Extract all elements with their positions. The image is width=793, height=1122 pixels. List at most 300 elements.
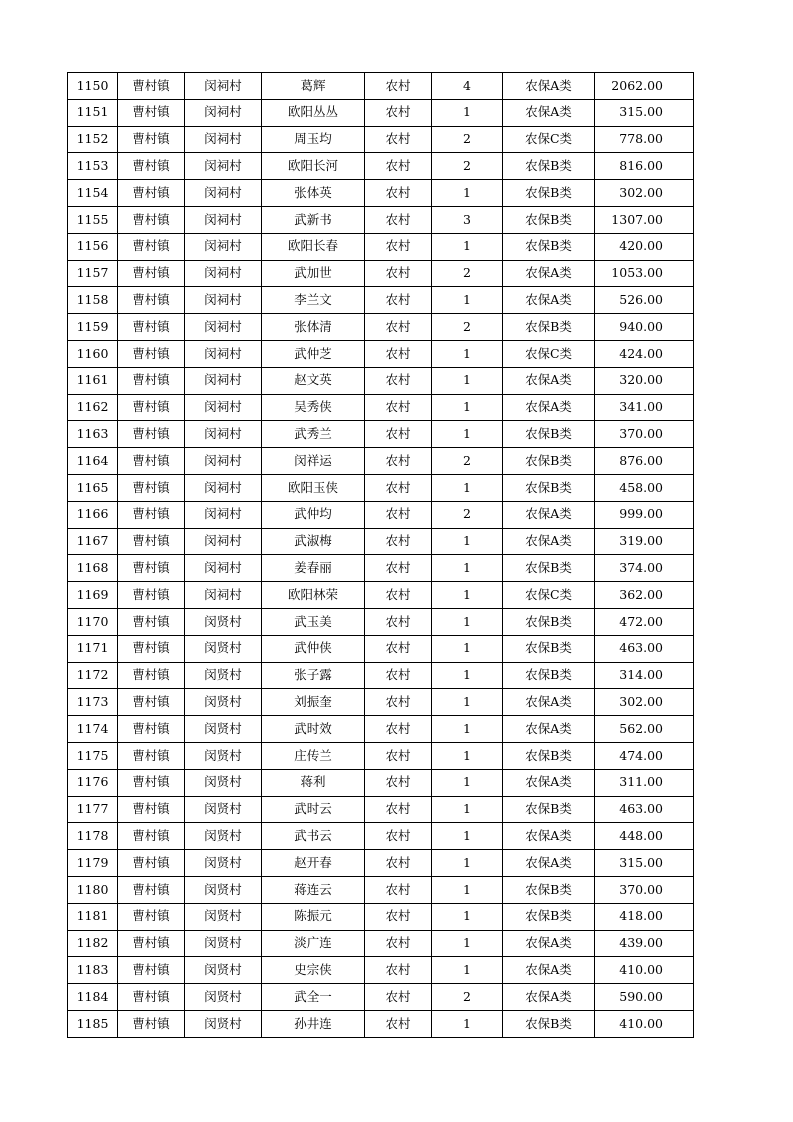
household-size-cell: 1 bbox=[432, 742, 503, 769]
household-size-cell: 1 bbox=[432, 582, 503, 609]
amount-cell: 463.00 bbox=[595, 635, 694, 662]
name-cell: 武仲均 bbox=[262, 501, 365, 528]
town-cell: 曹村镇 bbox=[118, 582, 185, 609]
table-row bbox=[68, 555, 694, 582]
village-cell: 闵祠村 bbox=[185, 501, 262, 528]
name-cell: 武淑梅 bbox=[262, 528, 365, 555]
insurance-category-cell: 农保C类 bbox=[503, 582, 595, 609]
household-size-cell: 1 bbox=[432, 635, 503, 662]
name-cell: 张体英 bbox=[262, 180, 365, 207]
residence-type-cell: 农村 bbox=[365, 903, 432, 930]
village-cell: 闵祠村 bbox=[185, 287, 262, 314]
amount-cell: 420.00 bbox=[595, 233, 694, 260]
table-body bbox=[68, 73, 694, 1038]
name-cell: 欧阳长春 bbox=[262, 233, 365, 260]
insurance-category-cell: 农保A类 bbox=[503, 260, 595, 287]
amount-cell: 940.00 bbox=[595, 314, 694, 341]
amount-cell: 311.00 bbox=[595, 769, 694, 796]
row-number-cell: 1168 bbox=[68, 555, 118, 582]
row-number-cell: 1178 bbox=[68, 823, 118, 850]
town-cell: 曹村镇 bbox=[118, 501, 185, 528]
village-cell: 闵贤村 bbox=[185, 850, 262, 877]
row-number-cell: 1156 bbox=[68, 233, 118, 260]
residence-type-cell: 农村 bbox=[365, 233, 432, 260]
household-size-cell: 2 bbox=[432, 153, 503, 180]
residence-type-cell: 农村 bbox=[365, 796, 432, 823]
village-cell: 闵贤村 bbox=[185, 608, 262, 635]
table-row bbox=[68, 662, 694, 689]
table-row bbox=[68, 930, 694, 957]
village-cell: 闵贤村 bbox=[185, 662, 262, 689]
insurance-category-cell: 农保A类 bbox=[503, 769, 595, 796]
table-row bbox=[68, 73, 694, 100]
insurance-category-cell: 农保B类 bbox=[503, 608, 595, 635]
table-row bbox=[68, 608, 694, 635]
village-cell: 闵贤村 bbox=[185, 716, 262, 743]
residence-type-cell: 农村 bbox=[365, 635, 432, 662]
row-number-cell: 1164 bbox=[68, 448, 118, 475]
town-cell: 曹村镇 bbox=[118, 716, 185, 743]
name-cell: 闵祥运 bbox=[262, 448, 365, 475]
household-size-cell: 1 bbox=[432, 528, 503, 555]
insurance-category-cell: 农保C类 bbox=[503, 126, 595, 153]
residence-type-cell: 农村 bbox=[365, 126, 432, 153]
household-size-cell: 1 bbox=[432, 233, 503, 260]
residence-type-cell: 农村 bbox=[365, 957, 432, 984]
table-row bbox=[68, 501, 694, 528]
household-size-cell: 1 bbox=[432, 180, 503, 207]
row-number-cell: 1183 bbox=[68, 957, 118, 984]
row-number-cell: 1152 bbox=[68, 126, 118, 153]
residence-type-cell: 农村 bbox=[365, 99, 432, 126]
insurance-category-cell: 农保B类 bbox=[503, 662, 595, 689]
table-row bbox=[68, 1010, 694, 1037]
residence-type-cell: 农村 bbox=[365, 474, 432, 501]
amount-cell: 1307.00 bbox=[595, 206, 694, 233]
name-cell: 赵开春 bbox=[262, 850, 365, 877]
household-size-cell: 1 bbox=[432, 421, 503, 448]
name-cell: 蒋利 bbox=[262, 769, 365, 796]
town-cell: 曹村镇 bbox=[118, 448, 185, 475]
table-row bbox=[68, 635, 694, 662]
household-size-cell: 1 bbox=[432, 367, 503, 394]
residence-type-cell: 农村 bbox=[365, 153, 432, 180]
table-row bbox=[68, 421, 694, 448]
residence-type-cell: 农村 bbox=[365, 608, 432, 635]
amount-cell: 424.00 bbox=[595, 340, 694, 367]
amount-cell: 463.00 bbox=[595, 796, 694, 823]
table-row bbox=[68, 742, 694, 769]
residence-type-cell: 农村 bbox=[365, 314, 432, 341]
row-number-cell: 1176 bbox=[68, 769, 118, 796]
household-size-cell: 2 bbox=[432, 448, 503, 475]
village-cell: 闵祠村 bbox=[185, 206, 262, 233]
town-cell: 曹村镇 bbox=[118, 876, 185, 903]
row-number-cell: 1155 bbox=[68, 206, 118, 233]
amount-cell: 341.00 bbox=[595, 394, 694, 421]
insurance-category-cell: 农保B类 bbox=[503, 1010, 595, 1037]
row-number-cell: 1170 bbox=[68, 608, 118, 635]
town-cell: 曹村镇 bbox=[118, 823, 185, 850]
village-cell: 闵贤村 bbox=[185, 769, 262, 796]
table-row bbox=[68, 287, 694, 314]
name-cell: 李兰文 bbox=[262, 287, 365, 314]
amount-cell: 370.00 bbox=[595, 876, 694, 903]
household-size-cell: 1 bbox=[432, 769, 503, 796]
name-cell: 蒋连云 bbox=[262, 876, 365, 903]
name-cell: 欧阳林荣 bbox=[262, 582, 365, 609]
name-cell: 葛辉 bbox=[262, 73, 365, 100]
table-row bbox=[68, 233, 694, 260]
row-number-cell: 1162 bbox=[68, 394, 118, 421]
residence-type-cell: 农村 bbox=[365, 850, 432, 877]
amount-cell: 418.00 bbox=[595, 903, 694, 930]
name-cell: 武书云 bbox=[262, 823, 365, 850]
insurance-category-cell: 农保B类 bbox=[503, 421, 595, 448]
row-number-cell: 1171 bbox=[68, 635, 118, 662]
table-row bbox=[68, 957, 694, 984]
residence-type-cell: 农村 bbox=[365, 689, 432, 716]
amount-cell: 448.00 bbox=[595, 823, 694, 850]
town-cell: 曹村镇 bbox=[118, 930, 185, 957]
residence-type-cell: 农村 bbox=[365, 876, 432, 903]
town-cell: 曹村镇 bbox=[118, 367, 185, 394]
table-row bbox=[68, 984, 694, 1011]
amount-cell: 314.00 bbox=[595, 662, 694, 689]
name-cell: 吴秀侠 bbox=[262, 394, 365, 421]
table-row bbox=[68, 367, 694, 394]
table-row bbox=[68, 340, 694, 367]
insurance-category-cell: 农保B类 bbox=[503, 206, 595, 233]
amount-cell: 315.00 bbox=[595, 850, 694, 877]
household-size-cell: 1 bbox=[432, 394, 503, 421]
insurance-category-cell: 农保B类 bbox=[503, 796, 595, 823]
insurance-category-cell: 农保A类 bbox=[503, 689, 595, 716]
row-number-cell: 1163 bbox=[68, 421, 118, 448]
row-number-cell: 1180 bbox=[68, 876, 118, 903]
village-cell: 闵祠村 bbox=[185, 180, 262, 207]
name-cell: 武时效 bbox=[262, 716, 365, 743]
row-number-cell: 1179 bbox=[68, 850, 118, 877]
household-size-cell: 1 bbox=[432, 850, 503, 877]
town-cell: 曹村镇 bbox=[118, 314, 185, 341]
household-size-cell: 2 bbox=[432, 984, 503, 1011]
name-cell: 欧阳长河 bbox=[262, 153, 365, 180]
village-cell: 闵贤村 bbox=[185, 823, 262, 850]
village-cell: 闵贤村 bbox=[185, 689, 262, 716]
table-row bbox=[68, 850, 694, 877]
amount-cell: 315.00 bbox=[595, 99, 694, 126]
row-number-cell: 1185 bbox=[68, 1010, 118, 1037]
table-row bbox=[68, 528, 694, 555]
household-size-cell: 1 bbox=[432, 474, 503, 501]
town-cell: 曹村镇 bbox=[118, 99, 185, 126]
household-size-cell: 1 bbox=[432, 287, 503, 314]
town-cell: 曹村镇 bbox=[118, 689, 185, 716]
town-cell: 曹村镇 bbox=[118, 206, 185, 233]
residence-type-cell: 农村 bbox=[365, 501, 432, 528]
town-cell: 曹村镇 bbox=[118, 769, 185, 796]
residence-type-cell: 农村 bbox=[365, 394, 432, 421]
town-cell: 曹村镇 bbox=[118, 796, 185, 823]
amount-cell: 562.00 bbox=[595, 716, 694, 743]
table-row bbox=[68, 796, 694, 823]
amount-cell: 302.00 bbox=[595, 689, 694, 716]
village-cell: 闵祠村 bbox=[185, 582, 262, 609]
insurance-category-cell: 农保C类 bbox=[503, 340, 595, 367]
amount-cell: 2062.00 bbox=[595, 73, 694, 100]
village-cell: 闵贤村 bbox=[185, 876, 262, 903]
row-number-cell: 1153 bbox=[68, 153, 118, 180]
amount-cell: 302.00 bbox=[595, 180, 694, 207]
town-cell: 曹村镇 bbox=[118, 957, 185, 984]
household-size-cell: 1 bbox=[432, 796, 503, 823]
insurance-category-cell: 农保B类 bbox=[503, 233, 595, 260]
table-row bbox=[68, 206, 694, 233]
insurance-category-cell: 农保A类 bbox=[503, 716, 595, 743]
residence-type-cell: 农村 bbox=[365, 260, 432, 287]
town-cell: 曹村镇 bbox=[118, 528, 185, 555]
household-size-cell: 2 bbox=[432, 314, 503, 341]
household-size-cell: 2 bbox=[432, 126, 503, 153]
village-cell: 闵祠村 bbox=[185, 126, 262, 153]
insurance-category-cell: 农保B类 bbox=[503, 555, 595, 582]
insurance-category-cell: 农保A类 bbox=[503, 823, 595, 850]
table-row bbox=[68, 689, 694, 716]
name-cell: 武秀兰 bbox=[262, 421, 365, 448]
insurance-category-cell: 农保B类 bbox=[503, 314, 595, 341]
household-size-cell: 1 bbox=[432, 823, 503, 850]
name-cell: 赵文英 bbox=[262, 367, 365, 394]
row-number-cell: 1175 bbox=[68, 742, 118, 769]
town-cell: 曹村镇 bbox=[118, 153, 185, 180]
amount-cell: 778.00 bbox=[595, 126, 694, 153]
row-number-cell: 1150 bbox=[68, 73, 118, 100]
town-cell: 曹村镇 bbox=[118, 233, 185, 260]
row-number-cell: 1154 bbox=[68, 180, 118, 207]
household-size-cell: 4 bbox=[432, 73, 503, 100]
insurance-category-cell: 农保A类 bbox=[503, 957, 595, 984]
household-size-cell: 1 bbox=[432, 608, 503, 635]
name-cell: 刘振奎 bbox=[262, 689, 365, 716]
village-cell: 闵贤村 bbox=[185, 635, 262, 662]
town-cell: 曹村镇 bbox=[118, 180, 185, 207]
household-size-cell: 1 bbox=[432, 340, 503, 367]
village-cell: 闵贤村 bbox=[185, 957, 262, 984]
town-cell: 曹村镇 bbox=[118, 421, 185, 448]
household-size-cell: 1 bbox=[432, 930, 503, 957]
household-size-cell: 1 bbox=[432, 662, 503, 689]
residence-type-cell: 农村 bbox=[365, 528, 432, 555]
row-number-cell: 1173 bbox=[68, 689, 118, 716]
town-cell: 曹村镇 bbox=[118, 340, 185, 367]
row-number-cell: 1181 bbox=[68, 903, 118, 930]
name-cell: 武仲侠 bbox=[262, 635, 365, 662]
name-cell: 周玉均 bbox=[262, 126, 365, 153]
residence-type-cell: 农村 bbox=[365, 448, 432, 475]
row-number-cell: 1167 bbox=[68, 528, 118, 555]
town-cell: 曹村镇 bbox=[118, 662, 185, 689]
household-size-cell: 2 bbox=[432, 501, 503, 528]
village-cell: 闵贤村 bbox=[185, 742, 262, 769]
name-cell: 武仲芝 bbox=[262, 340, 365, 367]
town-cell: 曹村镇 bbox=[118, 474, 185, 501]
row-number-cell: 1172 bbox=[68, 662, 118, 689]
name-cell: 欧阳玉侠 bbox=[262, 474, 365, 501]
table-row bbox=[68, 716, 694, 743]
residence-type-cell: 农村 bbox=[365, 823, 432, 850]
amount-cell: 410.00 bbox=[595, 957, 694, 984]
village-cell: 闵祠村 bbox=[185, 555, 262, 582]
residence-type-cell: 农村 bbox=[365, 206, 432, 233]
name-cell: 欧阳丛丛 bbox=[262, 99, 365, 126]
name-cell: 张子露 bbox=[262, 662, 365, 689]
village-cell: 闵祠村 bbox=[185, 260, 262, 287]
table-row bbox=[68, 394, 694, 421]
amount-cell: 474.00 bbox=[595, 742, 694, 769]
village-cell: 闵贤村 bbox=[185, 930, 262, 957]
residence-type-cell: 农村 bbox=[365, 742, 432, 769]
amount-cell: 876.00 bbox=[595, 448, 694, 475]
insurance-category-cell: 农保B类 bbox=[503, 742, 595, 769]
row-number-cell: 1166 bbox=[68, 501, 118, 528]
town-cell: 曹村镇 bbox=[118, 287, 185, 314]
name-cell: 陈振元 bbox=[262, 903, 365, 930]
name-cell: 武玉美 bbox=[262, 608, 365, 635]
insurance-category-cell: 农保A类 bbox=[503, 287, 595, 314]
amount-cell: 374.00 bbox=[595, 555, 694, 582]
beneficiary-table bbox=[67, 72, 694, 1038]
table-row bbox=[68, 260, 694, 287]
amount-cell: 458.00 bbox=[595, 474, 694, 501]
village-cell: 闵祠村 bbox=[185, 394, 262, 421]
name-cell: 史宗侠 bbox=[262, 957, 365, 984]
household-size-cell: 1 bbox=[432, 716, 503, 743]
household-size-cell: 3 bbox=[432, 206, 503, 233]
insurance-category-cell: 农保B类 bbox=[503, 876, 595, 903]
household-size-cell: 1 bbox=[432, 555, 503, 582]
village-cell: 闵祠村 bbox=[185, 153, 262, 180]
table-row bbox=[68, 823, 694, 850]
village-cell: 闵祠村 bbox=[185, 73, 262, 100]
insurance-category-cell: 农保A类 bbox=[503, 930, 595, 957]
residence-type-cell: 农村 bbox=[365, 340, 432, 367]
village-cell: 闵祠村 bbox=[185, 99, 262, 126]
village-cell: 闵祠村 bbox=[185, 233, 262, 260]
village-cell: 闵祠村 bbox=[185, 314, 262, 341]
village-cell: 闵祠村 bbox=[185, 528, 262, 555]
table-row bbox=[68, 582, 694, 609]
insurance-category-cell: 农保A类 bbox=[503, 73, 595, 100]
name-cell: 张体清 bbox=[262, 314, 365, 341]
town-cell: 曹村镇 bbox=[118, 608, 185, 635]
household-size-cell: 1 bbox=[432, 876, 503, 903]
insurance-category-cell: 农保A类 bbox=[503, 984, 595, 1011]
insurance-category-cell: 农保A类 bbox=[503, 501, 595, 528]
village-cell: 闵祠村 bbox=[185, 367, 262, 394]
amount-cell: 439.00 bbox=[595, 930, 694, 957]
row-number-cell: 1161 bbox=[68, 367, 118, 394]
insurance-category-cell: 农保B类 bbox=[503, 635, 595, 662]
residence-type-cell: 农村 bbox=[365, 555, 432, 582]
residence-type-cell: 农村 bbox=[365, 1010, 432, 1037]
village-cell: 闵祠村 bbox=[185, 448, 262, 475]
name-cell: 姜春丽 bbox=[262, 555, 365, 582]
name-cell: 孙井连 bbox=[262, 1010, 365, 1037]
name-cell: 武新书 bbox=[262, 206, 365, 233]
household-size-cell: 2 bbox=[432, 260, 503, 287]
residence-type-cell: 农村 bbox=[365, 662, 432, 689]
insurance-category-cell: 农保B类 bbox=[503, 180, 595, 207]
amount-cell: 526.00 bbox=[595, 287, 694, 314]
village-cell: 闵祠村 bbox=[185, 474, 262, 501]
town-cell: 曹村镇 bbox=[118, 555, 185, 582]
town-cell: 曹村镇 bbox=[118, 903, 185, 930]
village-cell: 闵祠村 bbox=[185, 421, 262, 448]
residence-type-cell: 农村 bbox=[365, 73, 432, 100]
household-size-cell: 1 bbox=[432, 957, 503, 984]
row-number-cell: 1184 bbox=[68, 984, 118, 1011]
town-cell: 曹村镇 bbox=[118, 394, 185, 421]
row-number-cell: 1177 bbox=[68, 796, 118, 823]
table-row bbox=[68, 769, 694, 796]
table-row bbox=[68, 448, 694, 475]
amount-cell: 370.00 bbox=[595, 421, 694, 448]
insurance-category-cell: 农保B类 bbox=[503, 153, 595, 180]
row-number-cell: 1159 bbox=[68, 314, 118, 341]
name-cell: 武时云 bbox=[262, 796, 365, 823]
row-number-cell: 1165 bbox=[68, 474, 118, 501]
insurance-category-cell: 农保A类 bbox=[503, 850, 595, 877]
insurance-category-cell: 农保A类 bbox=[503, 99, 595, 126]
amount-cell: 999.00 bbox=[595, 501, 694, 528]
amount-cell: 320.00 bbox=[595, 367, 694, 394]
town-cell: 曹村镇 bbox=[118, 742, 185, 769]
table-row bbox=[68, 474, 694, 501]
insurance-category-cell: 农保B类 bbox=[503, 474, 595, 501]
residence-type-cell: 农村 bbox=[365, 180, 432, 207]
residence-type-cell: 农村 bbox=[365, 582, 432, 609]
table-row bbox=[68, 876, 694, 903]
insurance-category-cell: 农保B类 bbox=[503, 903, 595, 930]
village-cell: 闵贤村 bbox=[185, 796, 262, 823]
amount-cell: 816.00 bbox=[595, 153, 694, 180]
village-cell: 闵祠村 bbox=[185, 340, 262, 367]
residence-type-cell: 农村 bbox=[365, 930, 432, 957]
name-cell: 武全一 bbox=[262, 984, 365, 1011]
table-row bbox=[68, 99, 694, 126]
insurance-category-cell: 农保A类 bbox=[503, 367, 595, 394]
amount-cell: 472.00 bbox=[595, 608, 694, 635]
insurance-category-cell: 农保B类 bbox=[503, 448, 595, 475]
residence-type-cell: 农村 bbox=[365, 769, 432, 796]
town-cell: 曹村镇 bbox=[118, 635, 185, 662]
residence-type-cell: 农村 bbox=[365, 716, 432, 743]
row-number-cell: 1160 bbox=[68, 340, 118, 367]
row-number-cell: 1169 bbox=[68, 582, 118, 609]
residence-type-cell: 农村 bbox=[365, 367, 432, 394]
row-number-cell: 1174 bbox=[68, 716, 118, 743]
village-cell: 闵贤村 bbox=[185, 984, 262, 1011]
table-row bbox=[68, 180, 694, 207]
amount-cell: 410.00 bbox=[595, 1010, 694, 1037]
residence-type-cell: 农村 bbox=[365, 287, 432, 314]
town-cell: 曹村镇 bbox=[118, 984, 185, 1011]
amount-cell: 362.00 bbox=[595, 582, 694, 609]
town-cell: 曹村镇 bbox=[118, 260, 185, 287]
household-size-cell: 1 bbox=[432, 1010, 503, 1037]
row-number-cell: 1151 bbox=[68, 99, 118, 126]
